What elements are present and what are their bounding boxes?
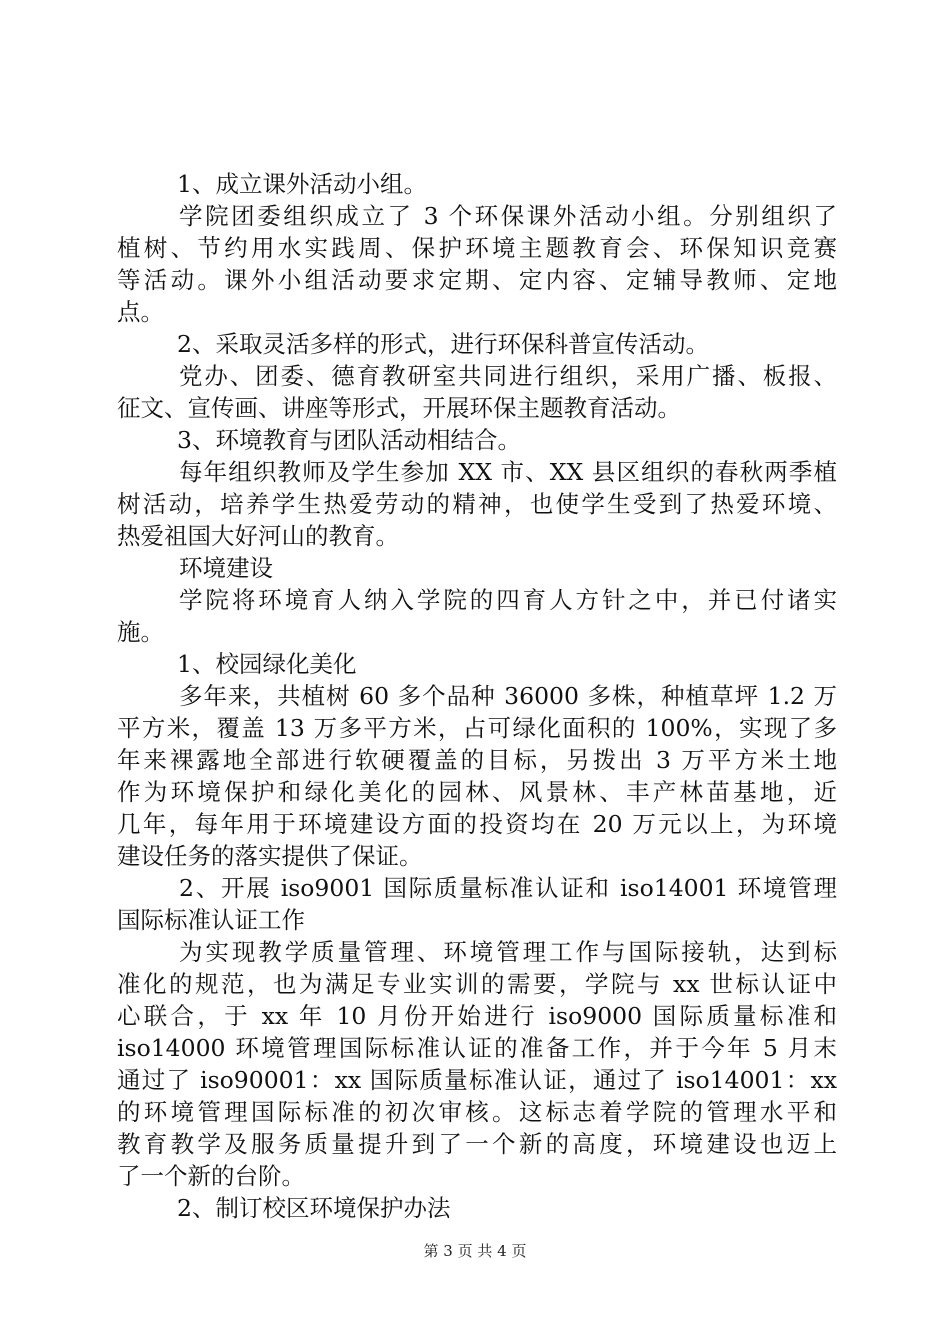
document-line: 环境建设 (179, 554, 273, 582)
document-line: 准化的规范，也为满足专业实训的需要，学院与 xx 世标认证中 (117, 970, 837, 998)
document-line: 平方米，覆盖 13 万多平方米，占可绿化面积的 100%，实现了多 (117, 714, 837, 742)
document-line: 教育教学及服务质量提升到了一个新的高度，环境建设也迈上 (117, 1130, 837, 1158)
document-line: 的环境管理国际标准的初次审核。这标志着学院的管理水平和 (117, 1098, 837, 1126)
document-line: 3、环境教育与团队活动相结合。 (177, 426, 521, 454)
document-line: 2、开展 iso9001 国际质量标准认证和 iso14001 环境管理 (179, 874, 837, 902)
document-line: 每年组织教师及学生参加 XX 市、XX 县区组织的春秋两季植 (179, 458, 837, 486)
document-line: 点。 (117, 298, 164, 326)
document-line: 几年，每年用于环境建设方面的投资均在 20 万元以上，为环境 (117, 810, 837, 838)
document-line: 1、成立课外活动小组。 (177, 170, 427, 198)
document-line: 党办、团委、德育教研室共同进行组织，采用广播、板报、 (179, 362, 837, 390)
page-footer: 第 3 页 共 4 页 (423, 1242, 527, 1260)
document-line: 国际标准认证工作 (117, 906, 305, 934)
document-line: 年来裸露地全部进行软硬覆盖的目标，另拨出 3 万平方米土地 (117, 746, 837, 774)
document-line: 征文、宣传画、讲座等形式，开展环保主题教育活动。 (117, 394, 681, 422)
document-body (117, 168, 837, 1224)
document-line: 2、采取灵活多样的形式，进行环保科普宣传活动。 (177, 330, 709, 358)
document-line: 植树、节约用水实践周、保护环境主题教育会、环保知识竞赛 (117, 234, 837, 262)
document-line: 学院将环境育人纳入学院的四育人方针之中，并已付诸实 (179, 586, 837, 614)
document-line: 多年来，共植树 60 多个品种 36000 多株，种植草坪 1.2 万 (179, 682, 837, 710)
document-line: 1、校园绿化美化 (177, 650, 357, 678)
document-line: 心联合，于 xx 年 10 月份开始进行 iso9000 国际质量标准和 (117, 1002, 837, 1030)
document-line: iso14000 环境管理国际标准认证的准备工作，并于今年 5 月末 (117, 1034, 837, 1062)
document-line: 了一个新的台阶。 (117, 1162, 305, 1190)
document-line: 建设任务的落实提供了保证。 (117, 842, 423, 870)
document-line: 作为环境保护和绿化美化的园林、风景林、丰产林苗基地，近 (117, 778, 837, 806)
document-line: 树活动，培养学生热爱劳动的精神，也使学生受到了热爱环境、 (117, 490, 837, 518)
document-line: 为实现教学质量管理、环境管理工作与国际接轨，达到标 (179, 938, 837, 966)
document-line: 通过了 iso90001：xx 国际质量标准认证，通过了 iso14001：xx (117, 1066, 837, 1094)
document-line: 学院团委组织成立了 3 个环保课外活动小组。分别组织了 (179, 202, 837, 230)
document-line: 2、制订校区环境保护办法 (177, 1194, 451, 1222)
document-line: 等活动。课外小组活动要求定期、定内容、定辅导教师、定地 (117, 266, 837, 294)
document-line: 热爱祖国大好河山的教育。 (117, 522, 399, 550)
document-line: 施。 (117, 618, 164, 646)
